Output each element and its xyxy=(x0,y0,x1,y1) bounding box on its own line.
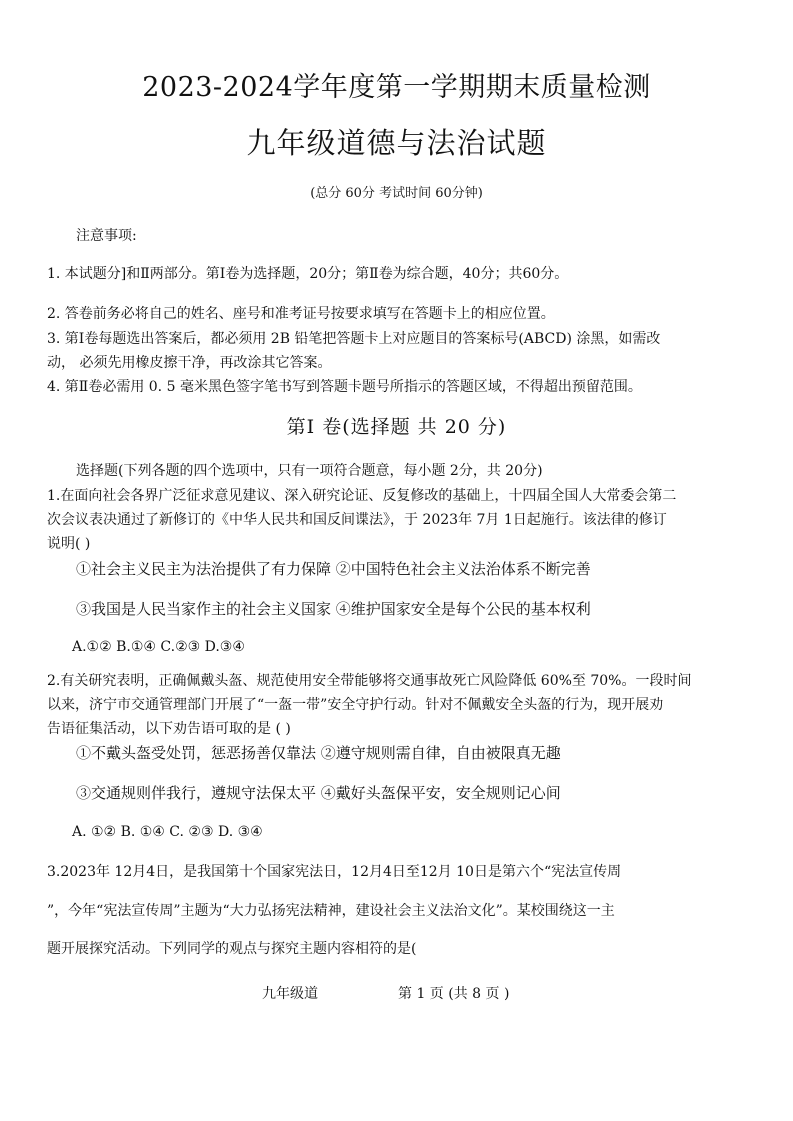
notice-item: 4. 第Ⅱ卷必需用 0. 5 毫米黑色签字笔书写到答题卡题号所指示的答题区域，不得超出预留范围。 xyxy=(47,379,642,395)
question-1-option: ①社会主义民主为法治提供了有力保障 ②中国特色社会主义法治体系不断完善 xyxy=(76,560,591,578)
section-title: 第Ⅰ 卷(选择题 共 20 分) xyxy=(286,416,507,438)
exam-subtitle: 九年级道德与法治试题 xyxy=(246,126,547,160)
section-intro: 选择题(下列各题的四个选项中，只有一项符合题意，每小题 2分，共 20分) xyxy=(76,463,543,479)
question-2-option: ①不戴头盔受处罚，惩恶扬善仅靠法 ②遵守规则需自律，自由被限真无趣 xyxy=(76,744,561,762)
question-1-stem: 1.在面向社会各界广泛征求意见建议、深入研究论证、反复修改的基础上，十四届全国人大常委会第二 xyxy=(47,488,677,504)
notice-heading: 注意事项: xyxy=(76,228,137,244)
exam-info: (总分 60分 考试时间 60分钟) xyxy=(310,186,483,201)
question-2-stem: 告语征集活动，以下劝告语可取的是 ( ) xyxy=(47,721,291,737)
question-1-answers: A.①② B.①④ C.②③ D.③④ xyxy=(72,639,245,655)
question-2-option: ③交通规则伴我行，遵规守法保太平 ④戴好头盔保平安，安全规则记心间 xyxy=(76,784,561,802)
notice-item: 3. 第Ⅰ卷每题选出答案后，都必须用 2B 铅笔把答题卡上对应题目的答案标号(ABCD) 涂黑，如需改 xyxy=(47,331,661,347)
page-number: 第 1 页 (共 8 页 ) xyxy=(398,986,510,1002)
notice-item: 动， 必须先用橡皮擦干净，再改涂其它答案。 xyxy=(47,355,332,371)
question-1-option: ③我国是人民当家作主的社会主义国家 ④维护国家安全是每个公民的基本权利 xyxy=(76,600,591,618)
question-2-answers: A. ①② B. ①④ C. ②③ D. ③④ xyxy=(72,824,263,840)
footer-left: 九年级道 xyxy=(262,986,318,1002)
exam-title: 2023-2024学年度第一学期期末质量检测 xyxy=(142,72,651,103)
question-2-stem: 以来，济宁市交通管理部门开展了“一盔一带”安全守护行动。针对不佩戴安全头盔的行为，现开展劝 xyxy=(47,697,664,713)
notice-item: 2. 答卷前务必将自己的姓名、座号和准考证号按要求填写在答题卡上的相应位置。 xyxy=(47,306,555,322)
question-3-stem: 题开展探究活动。下列同学的观点与探究主题内容相符的是( xyxy=(47,941,417,957)
question-3-stem: 3.2023年 12月4日，是我国第十个国家宪法日，12月4日至12月 10日是第六个“宪法宣传周 xyxy=(47,864,622,880)
question-3-stem: ”，今年“宪法宣传周”主题为“大力弘扬宪法精神，建设社会主义法治文化”。某校围绕这一主 xyxy=(47,903,615,919)
question-1-stem: 说明( ) xyxy=(47,536,91,552)
question-1-stem: 次会议表决通过了新修订的《中华人民共和国反间谍法》，于 2023年 7月 1日起施行。该法律的修订 xyxy=(47,512,667,528)
notice-item: 1. 本试题分]和Ⅱ两部分。第Ⅰ卷为选择题，20分；第Ⅱ卷为综合题，40分；共60分。 xyxy=(47,266,569,282)
question-2-stem: 2.有关研究表明，正确佩戴头盔、规范使用安全带能够将交通事故死亡风险降低 60%至 70%。一段时间 xyxy=(47,673,692,689)
